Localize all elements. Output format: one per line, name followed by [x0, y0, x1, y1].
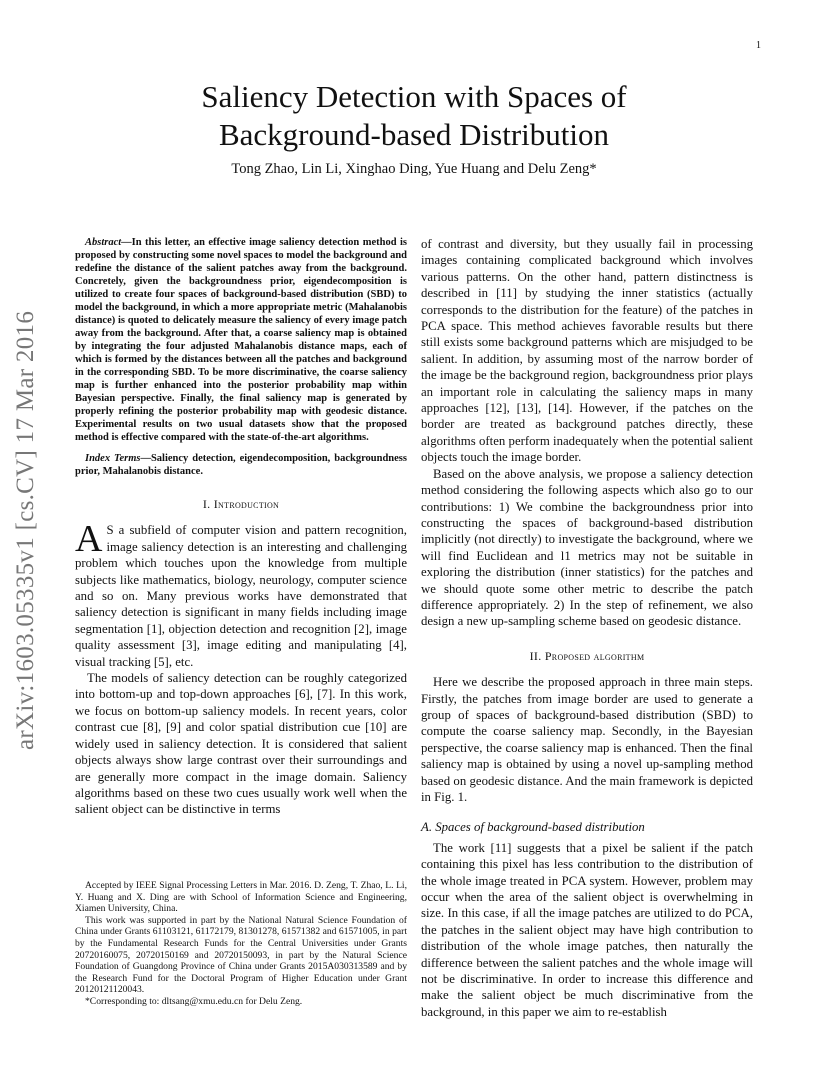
- right-paragraph-1: of contrast and diversity, but they usually fail in processing images containing complicated background which involves various patterns. On the other hand, pattern distinctness is described in [11] by studying the inner statistics (actually corresponds to the distribution for the feature) of the patches in PCA space. This method achieves favorable results but there still exists some background patterns which are misjudged to be salient. In addition, by assuming most of the narrow border of the image be the background region, backgroundness prior plays an important role in calculating the saliency maps in many approaches [12], [13], [14]. However, if the patches on the border are treated as background patches directly, these algorithms often perform inadequately when the potential salient objects touch the image border.: [421, 237, 753, 465]
- intro-paragraph-2: The models of saliency detection can be roughly categorized into bottom-up and top-down approaches [6], [7]. In this work, we focus on bottom-up saliency models. In recent years, color contrast cue [8], [9] and color spatial distribution cue [10] are widely used in saliency detection. It is considered that salient objects always show large contrast over their surroundings and are generally more compact in the image domain. Saliency algorithms based on these two cues usually work well when the salient object can be distinctive in terms: [75, 671, 407, 817]
- footnote-funding: This work was supported in part by the National Natural Science Foundation of China under Grants 61103121, 61172179, 81301278, 61571382 and 61571005, in part by the Fundamental Research Funds for the Central Universities under Grants 20720160075, 20720150169 and 20720150093, in part by the Natural Science Foundation of Guangdong Province of China under Grants 2015A030313589 and by the Research Fund for the Doctoral Program of Higher Education under Grant 20120121120043.: [75, 914, 407, 996]
- footnote-acceptance: Accepted by IEEE Signal Processing Letters in Mar. 2016. D. Zeng, T. Zhao, L. Li, Y. Huang and X. Ding are with School of Information Science and Engineering, Xiamen University, China.: [75, 880, 407, 915]
- subsection-paragraph-1: The work [11] suggests that a pixel be salient if the patch containing this pixel has less contribution to the distribution of the whole image treated in PCA system. However, problem may occur when the area of the salient object is overwhelming in size. In this case, if all the image patches are utilized to do PCA, the patches in the salient object may have high contribution to distribution of the whole image patches, then naturally the difference between the salient patches and the whole image will not be discriminative. In order to increase this difference and make the salient object be much discriminative from the background, in this paper we aim to re-establish: [421, 840, 753, 1019]
- index-terms: [75, 452, 407, 478]
- title-line-1: Saliency Detection with Spaces of: [201, 79, 627, 114]
- arxiv-identifier[interactable]: arXiv:1603.05335v1 [cs.CV] 17 Mar 2016: [12, 310, 39, 750]
- paper-title: [120, 78, 708, 154]
- subsection-heading-sbd: A. Spaces of background-based distribution: [421, 820, 645, 835]
- abstract-lead: Abstract: [85, 237, 122, 248]
- right-column: [421, 236, 753, 1020]
- left-column: [75, 236, 407, 818]
- abstract: [75, 236, 407, 444]
- page-number: 1: [756, 40, 761, 51]
- section-heading-introduction: I. Introduction: [202, 497, 280, 511]
- right-paragraph-2: Based on the above analysis, we propose a saliency detection method considering the following aspects which also go to our contributions: 1) We combine the backgroundness prior into constructing the spaces of background-based distribution implicitly (not directly) to investigate the background, where we will find Euclidean and l1 metrics may not be suitable in exploring the distribution (inner statistics) for the patches and we should quote some other metric to describe the patch difference appropriately. 2) In the step of refinement, we also design a new up-sampling scheme based on geodesic distance.: [421, 466, 753, 629]
- intro-paragraph-1: [75, 518, 407, 670]
- author-list: Tong Zhao, Lin Li, Xinghao Ding, Yue Huang and Delu Zeng*: [231, 161, 597, 177]
- abstract-text: —In this letter, an effective image saliency detection method is proposed by constructing some novel spaces to model the background and redefine the distance of the salient patches away from the background. Concretely, given the backgroundness prior, eigendecomposition is utilized to create four spaces of background-based distribution (SBD) to model the background, in which a more appropriate metric (Mahalanobis distance) is quoted to delicately measure the saliency of every image patch away from the background. After that, a coarse saliency map is obtained by integrating the four adjusted Mahalanobis distance maps, each of which is formed by the distances between all the patches and background in the corresponding SBD. To be more discriminative, the coarse saliency map is further enhanced into the posterior probability map within Bayesian perspective. Finally, the final saliency map is generated by properly refining the posterior probability map with geodesic distance. Experimental results on two usual datasets show that the proposed method is effective compared with the state-of-the-art algorithms.: [75, 237, 407, 443]
- drop-cap: A: [75, 518, 103, 561]
- title-line-2: Background-based Distribution: [218, 117, 609, 152]
- index-terms-lead: Index Terms: [85, 453, 141, 464]
- footnote-correspondence: *Corresponding to: dltsang@xmu.edu.cn for Delu Zeng.: [85, 995, 303, 1007]
- intro-paragraph-1-text: S a subfield of computer vision and pattern recognition, image saliency detection is an interesting and challenging problem which touches upon the knowledge from multiple subjects like mathematics, biology, neurology, computer science and so on. Many previous works have demonstrated that saliency detection is significant in many fields including image segmentation [1], objection detection and recognition [2], image quality assessment [3], image editing and manipulating [4], visual tracking [5], etc.: [75, 523, 407, 669]
- footnotes: [75, 880, 407, 1008]
- proposed-paragraph-1: Here we describe the proposed approach in three main steps. Firstly, the patches from image border are used to generate a group of spaces of background-based distribution (SBD) to compute the coarse saliency map. Secondly, in the Bayesian perspective, the coarse saliency map is enhanced. Then the final saliency map is obtained by using a novel up-sampling method based on geodesic distance. And the main framework is depicted in Fig. 1.: [421, 675, 753, 804]
- section-heading-proposed-algorithm: II. Proposed algorithm: [529, 648, 645, 663]
- index-terms-text: —Saliency detection, eigendecomposition, backgroundness prior, Mahalanobis distance.: [75, 453, 407, 477]
